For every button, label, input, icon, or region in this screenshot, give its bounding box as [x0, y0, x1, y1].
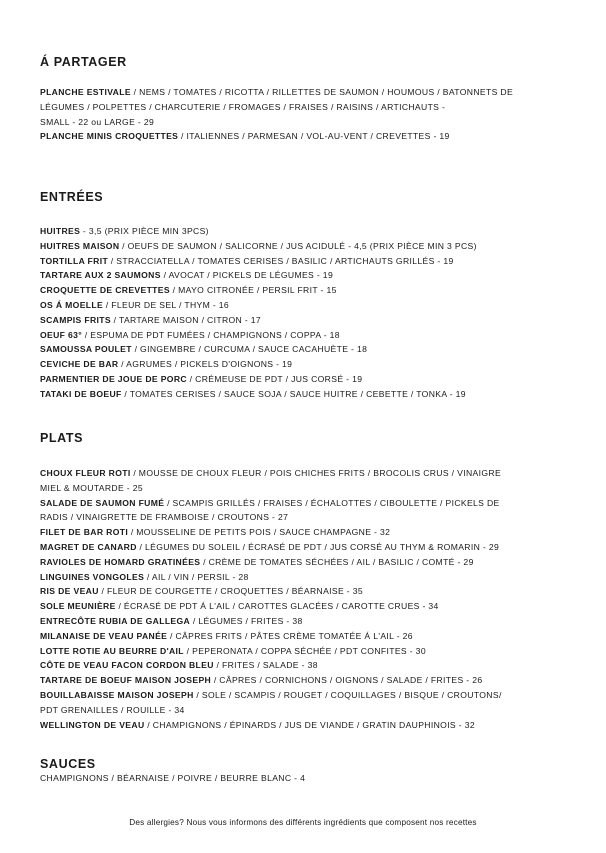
- menu-line: [40, 644, 580, 659]
- dish-name: SOLE MEUNIÈRE: [40, 601, 116, 612]
- dish-details: / GINGEMBRE / CURCUMA / SAUCE CACAHUÈTE - 18: [131, 344, 368, 355]
- dish-name: SALADE DE SAUMON FUMÉ: [40, 497, 165, 508]
- dish-name: RIS DE VEAU: [40, 586, 99, 597]
- dish-details: / CHAMPIGNONS / ÉPINARDS / JUS DE VIANDE / GRATIN DAUPHINOIS - 32: [144, 719, 475, 730]
- menu-line: [40, 688, 580, 703]
- menu-line: [40, 268, 580, 283]
- menu-line: [40, 614, 580, 629]
- dish-name: WELLINGTON DE VEAU: [40, 719, 145, 730]
- dish-name: RAVIOLES DE HOMARD GRATINÉES: [40, 556, 201, 567]
- menu-line: [40, 525, 580, 540]
- dish-name: TORTILLA FRIT: [40, 255, 109, 266]
- dish-details: / AIL / VIN / PERSIL - 28: [144, 571, 249, 582]
- menu-line: [40, 658, 580, 673]
- dish-name: TARTARE DE BOEUF MAISON JOSEPH: [40, 675, 212, 686]
- dish-details: / OEUFS DE SAUMON / SALICORNE / JUS ACIDULÉ - 4,5 (PRIX PIÈCE MIN 3 PCS): [119, 240, 477, 251]
- dish-details: SMALL - 22 ou LARGE - 29: [40, 116, 155, 127]
- section-sauces: [40, 771, 580, 786]
- dish-name: OEUF 63°: [40, 329, 83, 340]
- allergy-note: Des allergies? Nous vous informons des différents ingrédients que composent nos recettes: [129, 818, 477, 827]
- menu-line: [40, 466, 580, 481]
- menu-line: [40, 85, 580, 100]
- menu-line: [40, 224, 580, 239]
- dish-details: / ITALIENNES / PARMESAN / VOL-AU-VENT / CREVETTES - 19: [178, 131, 450, 142]
- dish-name: PLANCHE MINIS CROQUETTES: [40, 131, 179, 142]
- dish-details: / CÂPRES / CORNICHONS / OIGNONS / SALADE / FRITES - 26: [211, 675, 483, 686]
- menu-line: [40, 239, 580, 254]
- dish-name: HUITRES: [40, 226, 81, 236]
- menu-line: [40, 510, 580, 525]
- dish-name: CÔTE DE VEAU FACON CORDON BLEU: [40, 660, 214, 671]
- menu-line: [40, 703, 580, 718]
- menu-line: [40, 100, 580, 115]
- dish-details: / MAYO CITRONÉE / PERSIL FRIT - 15: [169, 285, 337, 296]
- section-title-sauces: SAUCES: [40, 757, 96, 771]
- menu-line: [40, 718, 580, 733]
- menu-line: [40, 342, 580, 357]
- menu-line: [40, 555, 580, 570]
- menu-line: [40, 313, 580, 328]
- section-title-entrees: ENTRÉES: [40, 190, 104, 204]
- dish-name: LOTTE ROTIE AU BEURRE D'AIL: [40, 645, 184, 656]
- dish-details: / SOLE / SCAMPIS / ROUGET / COQUILLAGES / BISQUE / CROUTONS/: [193, 689, 502, 700]
- dish-details: / LÉGUMES DU SOLEIL / ÉCRASÉ DE PDT / JUS CORSÉ AU THYM & ROMARIN - 29: [136, 541, 500, 552]
- dish-name: PARMENTIER DE JOUE DE PORC: [40, 373, 187, 384]
- dish-details: / FRITES / SALADE - 38: [213, 660, 318, 671]
- dish-name: ENTRECÔTE RUBIA DE GALLEGA: [40, 615, 191, 626]
- dish-details: / CÂPRES FRITS / PÂTES CRÈME TOMATÉE Á L'AIL - 26: [167, 630, 413, 641]
- menu-line: [40, 584, 580, 599]
- menu-line: [40, 129, 580, 144]
- section-entrees: [40, 224, 580, 402]
- dish-details: / SCAMPIS GRILLÉS / FRAISES / ÉCHALOTTES / CIBOULETTE / PICKELS DE: [164, 497, 500, 508]
- dish-details: RADIS / VINAIGRETTE DE FRAMBOISE / CROUTONS - 27: [40, 512, 289, 523]
- menu-line: [40, 115, 580, 130]
- dish-details: / AGRUMES / PICKELS D'OIGNONS - 19: [118, 359, 293, 370]
- menu-line: [40, 599, 580, 614]
- dish-name: PLANCHE ESTIVALE: [40, 87, 131, 97]
- menu-line: [40, 254, 580, 269]
- dish-details: / TOMATES CERISES / SAUCE SOJA / SAUCE HUITRE / CEBETTE / TONKA - 19: [121, 388, 466, 399]
- dish-name: MAGRET DE CANARD: [40, 541, 137, 552]
- menu-line: [40, 298, 580, 313]
- section-title-plats: PLATS: [40, 431, 84, 445]
- dish-name: BOUILLABAISSE MAISON JOSEPH: [40, 689, 194, 700]
- menu-line: [40, 357, 580, 372]
- menu-line: [40, 283, 580, 298]
- dish-details: LÉGUMES / POLPETTES / CHARCUTERIE / FROMAGES / FRAISES / RAISINS / ARTICHAUTS -: [40, 101, 446, 112]
- dish-name: SCAMPIS FRITS: [40, 314, 111, 325]
- dish-details: / ÉCRASÉ DE PDT Á L'AIL / CAROTTES GLACÉES / CAROTTE CRUES - 34: [115, 601, 439, 612]
- menu-line: [40, 496, 580, 511]
- dish-details: / FLEUR DE SEL / THYM - 16: [103, 299, 230, 310]
- dish-details: / AVOCAT / PICKELS DE LÉGUMES - 19: [160, 270, 334, 281]
- dish-name: CROQUETTE DE CREVETTES: [40, 285, 170, 296]
- dish-details: MIEL & MOUTARDE - 25: [40, 482, 143, 493]
- menu-line: [40, 673, 580, 688]
- dish-details: / STRACCIATELLA / TOMATES CERISES / BASILIC / ARTICHAUTS GRILLÉS - 19: [108, 255, 454, 266]
- section-title-a-partager: Á PARTAGER: [40, 55, 127, 69]
- dish-details: / NEMS / TOMATES / RICOTTA / RILLETTES DE SAUMON / HOUMOUS / BATONNETS DE: [130, 87, 514, 97]
- dish-name: TATAKI DE BOEUF: [40, 388, 122, 399]
- menu-line: [40, 387, 580, 402]
- menu-line: [40, 570, 580, 585]
- menu-line: [40, 481, 580, 496]
- dish-details: - 3,5 (PRIX PIÈCE MIN 3PCS): [80, 226, 209, 236]
- dish-name: HUITRES MAISON: [40, 240, 120, 251]
- menu-line: [40, 540, 580, 555]
- dish-details: / LÉGUMES / FRITES - 38: [190, 615, 303, 626]
- menu-line: [40, 771, 580, 786]
- dish-details: / PEPERONATA / COPPA SÉCHÉE / PDT CONFITES - 30: [183, 645, 426, 656]
- dish-details: / CRÉMEUSE DE PDT / JUS CORSÉ - 19: [186, 373, 363, 384]
- section-plats: [40, 466, 580, 732]
- dish-details: PDT GRENAILLES / ROUILLE - 34: [40, 704, 185, 715]
- dish-details: / MOUSSELINE DE PETITS POIS / SAUCE CHAMPAGNE - 32: [128, 527, 391, 538]
- dish-details: / MOUSSE DE CHOUX FLEUR / POIS CHICHES FRITS / BROCOLIS CRUS / VINAIGRE: [130, 468, 502, 478]
- menu-line: [40, 629, 580, 644]
- dish-name: FILET DE BAR ROTI: [40, 527, 129, 538]
- section-a-partager: [40, 85, 580, 144]
- dish-details: / FLEUR DE COURGETTE / CROQUETTES / BÉARNAISE - 35: [98, 586, 364, 597]
- dish-name: SAMOUSSA POULET: [40, 344, 132, 355]
- dish-details: / ESPUMA DE PDT FUMÉES / CHAMPIGNONS / COPPA - 18: [82, 329, 340, 340]
- menu-line: [40, 328, 580, 343]
- dish-name: OS Á MOELLE: [40, 299, 104, 310]
- menu-line: [40, 372, 580, 387]
- dish-name: CHOUX FLEUR ROTI: [40, 468, 131, 478]
- dish-name: LINGUINES VONGOLES: [40, 571, 145, 582]
- dish-details: / TARTARE MAISON / CITRON - 17: [110, 314, 262, 325]
- dish-name: TARTARE AUX 2 SAUMONS: [40, 270, 161, 281]
- dish-name: CEVICHE DE BAR: [40, 359, 119, 370]
- dish-name: MILANAISE DE VEAU PANÉE: [40, 630, 168, 641]
- dish-details: CHAMPIGNONS / BÉARNAISE / POIVRE / BEURRE BLANC - 4: [40, 773, 306, 783]
- dish-details: / CRÈME DE TOMATES SÉCHÉES / AIL / BASILIC / COMTÉ - 29: [200, 556, 474, 567]
